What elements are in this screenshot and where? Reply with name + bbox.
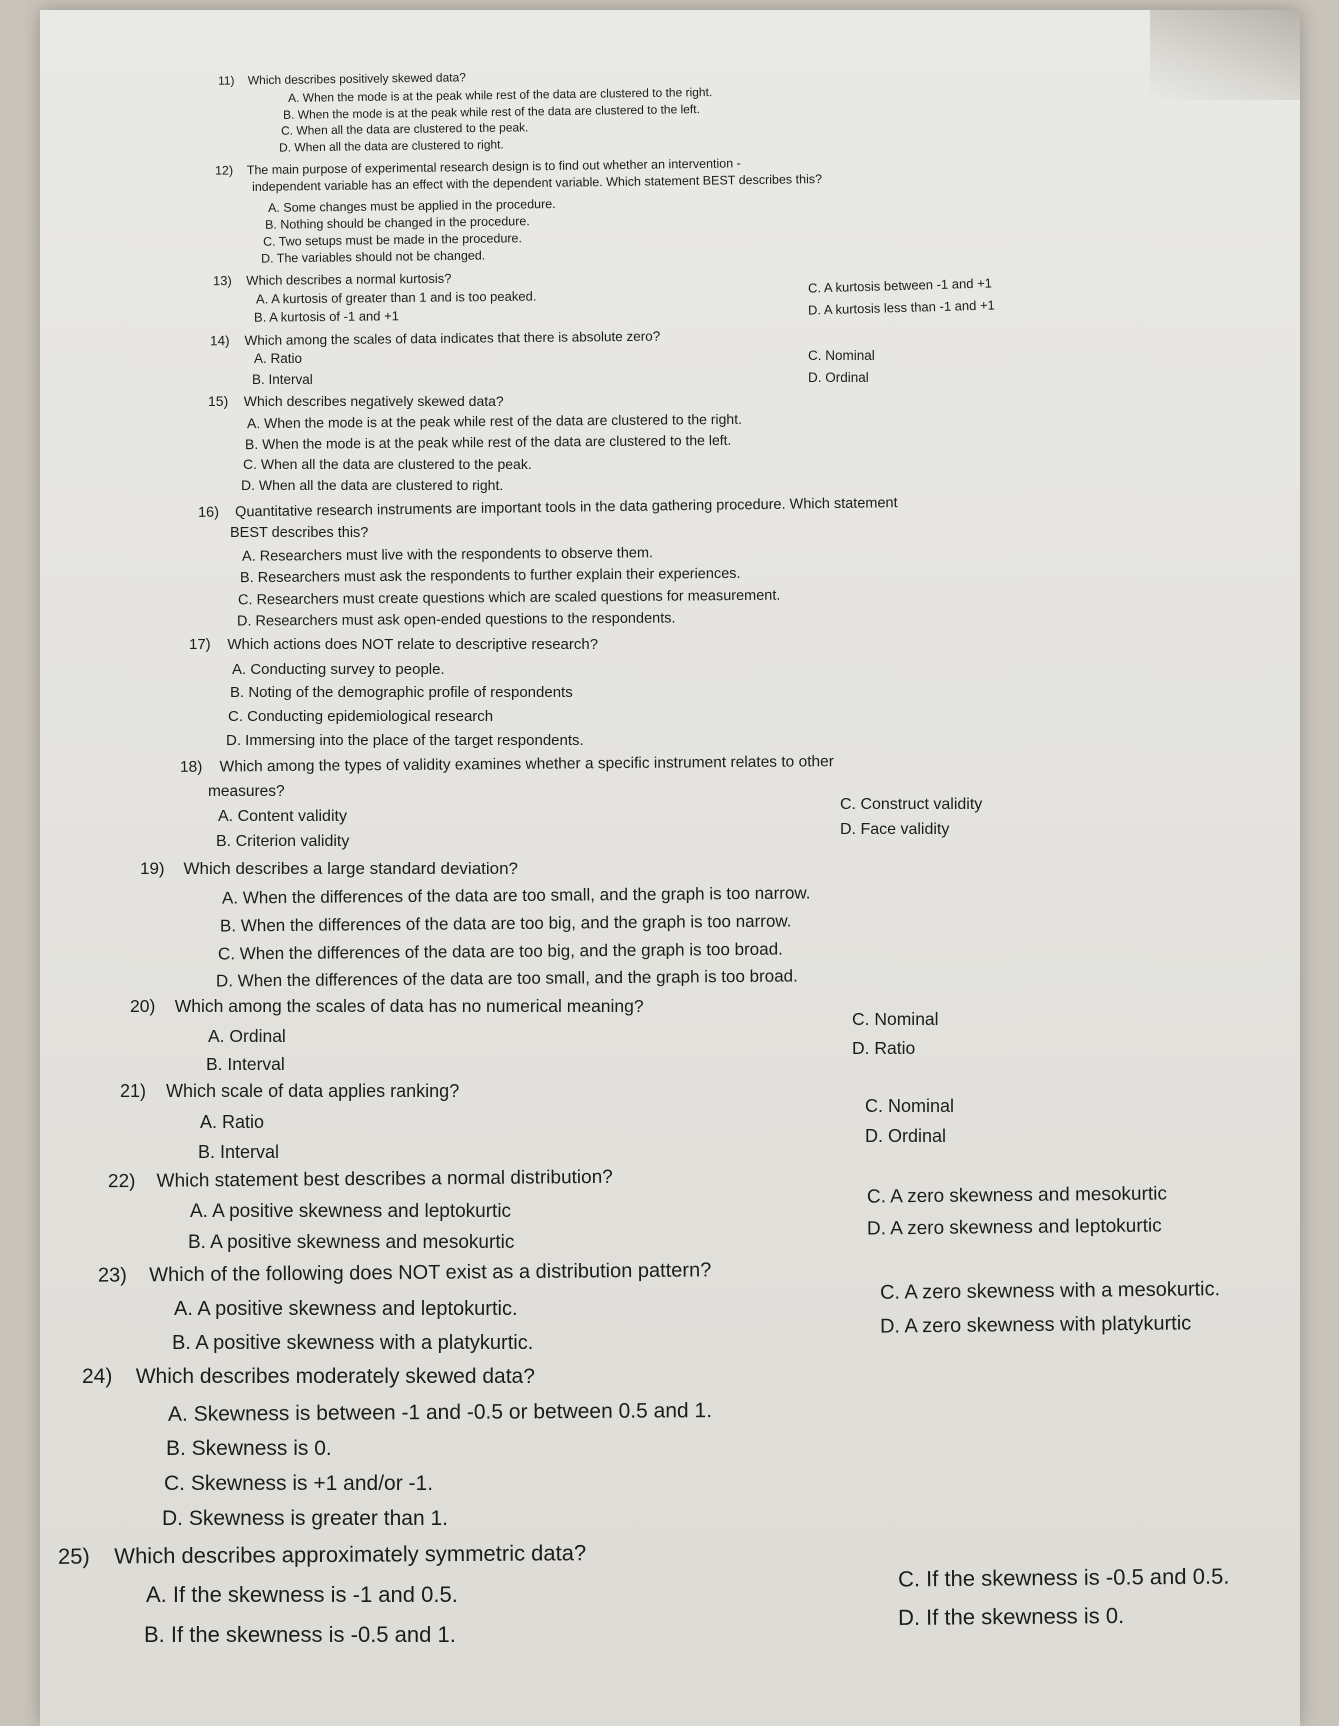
option-16b: B. Researchers must ask the respondents to further explain their experiences.	[239, 565, 741, 587]
option-22c: C. A zero skewness and mesokurtic	[866, 1183, 1168, 1208]
option-23b: B. A positive skewness with a platykurtic.	[172, 1332, 534, 1354]
option-20b: B. Interval	[206, 1054, 285, 1074]
option-14a: A. Ratio	[254, 351, 303, 366]
question-number: 22)	[107, 1170, 136, 1193]
question-19	[140, 859, 518, 879]
question-18	[180, 753, 834, 777]
option-19c: C. When the differences of the data are too big, and the graph is too broad.	[217, 939, 783, 964]
option-13d: D. A kurtosis less than -1 and +1	[807, 297, 995, 318]
option-24d: D. Skewness is greater than 1.	[162, 1507, 448, 1530]
option-18d: D. Face validity	[840, 821, 950, 838]
question-14	[210, 329, 660, 349]
option-12b: B. Nothing should be changed in the procedure.	[264, 214, 530, 232]
exam-paper	[40, 10, 1300, 1726]
question-15	[208, 393, 504, 409]
option-25b: B. If the skewness is -0.5 and 1.	[144, 1622, 456, 1647]
option-23c: C. A zero skewness with a mesokurtic.	[879, 1278, 1221, 1304]
option-13c: C. A kurtosis between -1 and +1	[807, 275, 993, 296]
option-16a: A. Researchers must live with the respondents to observe them.	[241, 545, 654, 565]
question-text: Which describes approximately symmetric data?	[114, 1540, 587, 1569]
option-17d: D. Immersing into the place of the target respondents.	[226, 732, 584, 749]
question-number: 13)	[212, 273, 232, 289]
option-19a: A. When the differences of the data are too small, and the graph is too narrow.	[221, 883, 811, 908]
question-number: 21)	[120, 1081, 147, 1101]
option-11b: B. When the mode is at the peak while rest of the data are clustered to the left.	[282, 102, 700, 122]
option-22a: A. A positive skewness and leptokurtic	[190, 1201, 512, 1222]
option-19b: B. When the differences of the data are too big, and the graph is too narrow.	[219, 911, 792, 936]
option-23d: D. A zero skewness with platykurtic	[879, 1312, 1192, 1338]
question-number: 24)	[82, 1365, 113, 1388]
option-16d: D. Researchers must ask open-ended questions to the respondents.	[236, 610, 676, 630]
question-text: Which among the scales of data indicates that there is absolute zero?	[244, 328, 661, 348]
question-number: 16)	[197, 504, 220, 521]
question-number: 14)	[209, 333, 230, 349]
option-15d: D. When all the data are clustered to right.	[241, 477, 504, 493]
option-14c: C. Nominal	[808, 348, 875, 363]
question-text: The main purpose of experimental research design is to find out whether an intervention -	[246, 156, 741, 178]
question-number: 12)	[214, 163, 234, 178]
option-25d: D. If the skewness is 0.	[897, 1603, 1125, 1630]
option-15c: C. When all the data are clustered to the peak.	[243, 456, 532, 472]
question-text: Which actions does NOT relate to descriptive research?	[227, 636, 599, 653]
question-number: 25)	[57, 1543, 90, 1569]
question-text: Quantitative research instruments are important tools in the data gathering procedure. Which statement	[235, 495, 898, 521]
question-20	[130, 996, 644, 1017]
option-21b: B. Interval	[198, 1142, 280, 1162]
question-16-line2: BEST describes this?	[230, 525, 369, 541]
option-17a: A. Conducting survey to people.	[232, 661, 445, 678]
question-text: Which describes a normal kurtosis?	[246, 270, 452, 288]
option-12a: A. Some changes must be applied in the procedure.	[267, 196, 556, 216]
option-18c: C. Construct validity	[840, 796, 983, 813]
question-12-line2: independent variable has an effect with the dependent variable. Which statement BEST describes this?	[251, 172, 823, 194]
question-text: Which describes moderately skewed data?	[135, 1365, 535, 1388]
option-25c: C. If the skewness is -0.5 and 0.5.	[897, 1563, 1230, 1592]
question-text: Which describes positively skewed data?	[247, 70, 466, 88]
question-17	[189, 636, 598, 653]
question-number: 23)	[97, 1264, 128, 1287]
option-22b: B. A positive skewness and mesokurtic	[188, 1232, 515, 1253]
question-23	[98, 1259, 711, 1287]
option-12d: D. The variables should not be changed.	[260, 248, 486, 266]
question-21	[120, 1081, 459, 1102]
question-number: 20)	[130, 996, 156, 1016]
option-20d: D. Ratio	[852, 1038, 916, 1058]
option-20c: C. Nominal	[852, 1009, 939, 1029]
question-text: Which among the scales of data has no numerical meaning?	[174, 996, 644, 1016]
question-number: 17)	[189, 636, 211, 653]
option-15b: B. When the mode is at the peak while rest of the data are clustered to the left.	[244, 431, 732, 453]
option-17c: C. Conducting epidemiological research	[228, 708, 494, 725]
option-18a: A. Content validity	[218, 808, 347, 825]
question-text: Which describes negatively skewed data?	[243, 393, 504, 409]
question-number: 18)	[179, 758, 203, 776]
question-24	[82, 1365, 535, 1389]
option-11a: A. When the mode is at the peak while rest of the data are clustered to the right.	[287, 85, 713, 105]
option-11d: D. When all the data are clustered to right.	[278, 137, 504, 155]
option-23a: A. A positive skewness and leptokurtic.	[174, 1298, 518, 1320]
question-22	[108, 1167, 613, 1193]
option-11c: C. When all the data are clustered to the peak.	[280, 120, 529, 138]
option-18b: B. Criterion validity	[216, 833, 350, 850]
option-21a: A. Ratio	[200, 1112, 265, 1132]
question-number: 15)	[208, 393, 229, 409]
option-12c: C. Two setups must be made in the procedure.	[262, 231, 523, 249]
question-text: Which of the following does NOT exist as a distribution pattern?	[149, 1259, 712, 1287]
option-24b: B. Skewness is 0.	[166, 1437, 332, 1460]
option-22d: D. A zero skewness and leptokurtic	[866, 1215, 1162, 1240]
question-18-line2: measures?	[208, 783, 285, 800]
question-text: Which describes a large standard deviation?	[183, 859, 519, 878]
question-text: Which among the types of validity examines whether a specific instrument relates to other	[219, 753, 834, 776]
option-14d: D. Ordinal	[808, 370, 869, 385]
option-15a: A. When the mode is at the peak while rest of the data are clustered to the right.	[246, 410, 743, 432]
option-19d: D. When the differences of the data are too small, and the graph is too broad.	[215, 966, 798, 991]
question-25	[58, 1540, 586, 1570]
question-number: 11)	[217, 73, 235, 88]
option-13b: B. A kurtosis of -1 and +1	[253, 308, 399, 325]
option-24c: C. Skewness is +1 and/or -1.	[164, 1472, 434, 1495]
question-11	[218, 70, 466, 87]
question-16	[198, 495, 898, 521]
option-25a: A. If the skewness is -1 and 0.5.	[146, 1582, 458, 1607]
paper-fold-shadow	[1150, 10, 1300, 100]
question-text: Which scale of data applies ranking?	[166, 1081, 460, 1101]
option-13a: A. A kurtosis of greater than 1 and is too peaked.	[255, 288, 537, 307]
option-17b: B. Noting of the demographic profile of respondents	[230, 684, 573, 701]
option-16c: C. Researchers must create questions which are scaled questions for measurement.	[237, 587, 781, 609]
option-21c: C. Nominal	[865, 1096, 955, 1116]
option-24a: A. Skewness is between -1 and -0.5 or between 0.5 and 1.	[167, 1399, 713, 1426]
question-text: Which statement best describes a normal distribution?	[156, 1166, 613, 1192]
question-number: 19)	[140, 859, 165, 878]
option-20a: A. Ordinal	[208, 1026, 286, 1046]
option-14b: B. Interval	[252, 372, 313, 387]
option-21d: D. Ordinal	[865, 1126, 947, 1146]
question-13	[213, 271, 452, 288]
